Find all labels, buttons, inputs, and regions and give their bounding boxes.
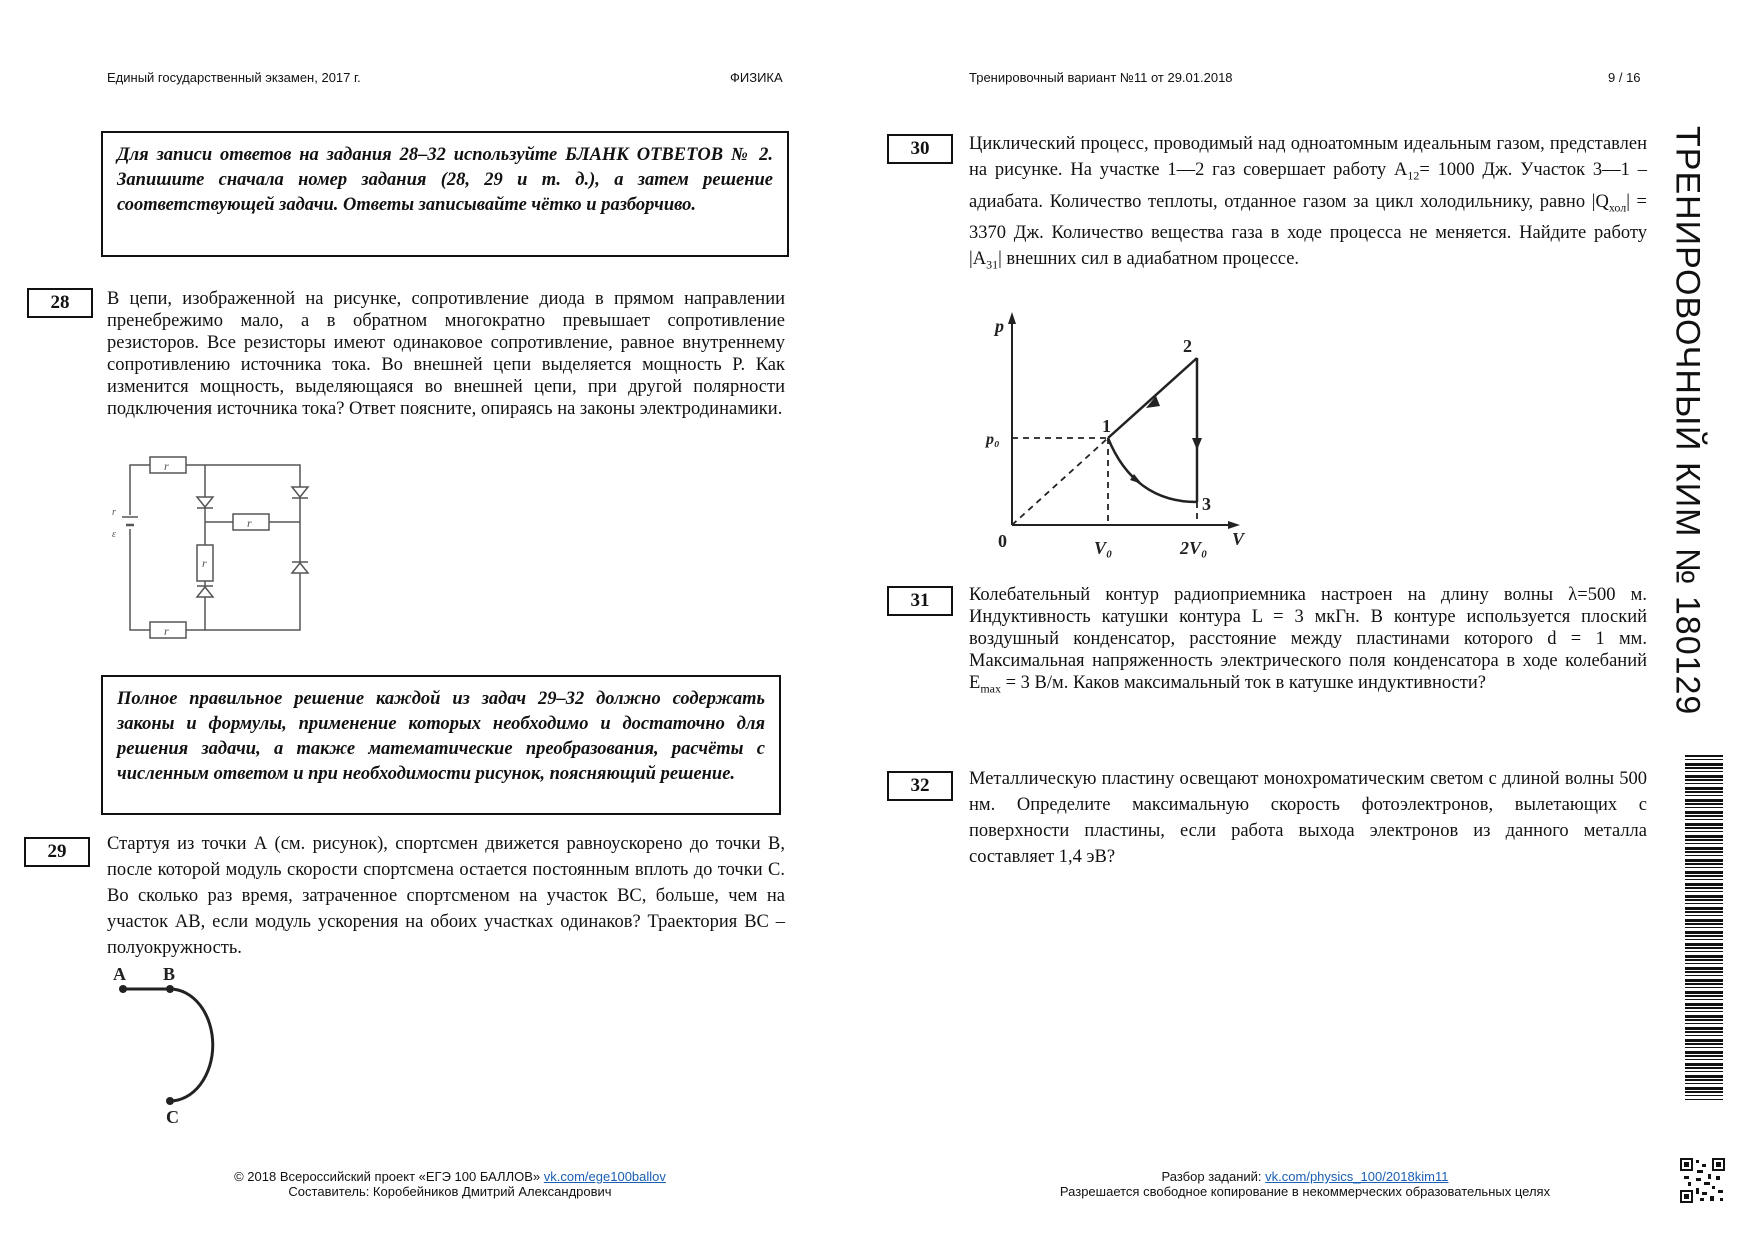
label-b: B [163, 964, 176, 984]
label-r-vertical: r [202, 556, 207, 570]
header-page: 9 / 16 [1608, 70, 1641, 85]
instruction-full-solution: Полное правильное решение каждой из задач 29–32 должно содержать законы и формулы, применение которых необходимо и достаточно для решения задачи, а также математические преобразования, расчёты с численным ответом и при необходимости рисунок, поясняющий решение. [101, 675, 781, 815]
label-c: C [166, 1107, 179, 1127]
label-source-e: ε [112, 529, 116, 540]
label-p0: p₀ [986, 431, 1000, 448]
point-1-label: 1 [1102, 416, 1111, 436]
label-r-top: r [164, 459, 169, 473]
label-2v0: 2V₀ [1180, 538, 1208, 558]
circuit-diagram [110, 455, 320, 640]
diode-2 [197, 587, 213, 597]
point-3-label: 3 [1202, 494, 1211, 514]
footer-left: © 2018 Всероссийский проект «ЕГЭ 100 БАЛЛОВ» vk.com/ege100ballov Составитель: Коробейников Дмитрий Александрович [234, 1169, 666, 1199]
axis-p-label: p [995, 316, 1004, 336]
label-a: A [113, 964, 126, 984]
axis-v-label: V [1232, 529, 1245, 549]
label-source-r: r [112, 507, 116, 518]
point-a [119, 985, 127, 993]
qr-code [1680, 1158, 1725, 1203]
copyright-link[interactable]: vk.com/ege100ballov [543, 1169, 666, 1184]
label-r-middle: r [247, 516, 252, 530]
task-number-31: 31 [887, 586, 953, 616]
task-number-32: 32 [887, 771, 953, 801]
task-30-text: Циклический процесс, проводимый над одноатомным идеальным газом, представлен на рисунке. На участке 1—2 газ совершает работу $A_{12}= 1000$ Дж. Участок 3—1 – адиабата. Количество теплоты, отданное газом за цикл холодильнику, равно $|Q_{хол}| = 3370$ Дж. Количество вещества газа в ходе процесса не меняется. Найдите работу $|A_{31}|$ внешних сил в адиабатном процессе. [969, 134, 1647, 273]
header-variant: Тренировочный вариант №11 от 29.01.2018 [969, 70, 1233, 85]
pv-diagram [980, 310, 1250, 560]
task-32-text: Металлическую пластину освещают монохроматическим светом с длиной волны 500 нм. Определите максимальную скорость фотоэлектронов, вылетающих с поверхности пластины, если работа выхода электронов из данного металла составляет 1,4 эВ? [969, 769, 1647, 867]
analysis-link[interactable]: vk.com/physics_100/2018kim11 [1265, 1169, 1449, 1184]
diode-1 [197, 497, 213, 507]
task-31-text: Колебательный контур радиоприемника настроен на длину волны λ=500 м. Индуктивность катушки контура L = 3 мкГн. В контуре используется плоский воздушный конденсатор, расстояние между пластинами которого d = 1 мм. Максимальная напряженность электрического поля конденсатора в ходе колебаний $E_{max} = 3$ В/м. Каков максимальный ток в катушке индуктивности? [969, 585, 1647, 696]
task-number-30: 30 [887, 134, 953, 164]
label-origin: 0 [998, 531, 1007, 551]
label-r-bottom: r [164, 624, 169, 638]
task-number-28: 28 [27, 288, 93, 318]
side-title: ТРЕНИРОВОЧНЫЙ КИМ № 180129 [1668, 126, 1707, 716]
point-b [166, 985, 174, 993]
point-2-label: 2 [1183, 336, 1192, 356]
diode-3 [292, 487, 308, 497]
task-number-29: 29 [24, 837, 90, 867]
header-subject: ФИЗИКА [730, 70, 783, 85]
header-exam: Единый государственный экзамен, 2017 г. [107, 70, 361, 85]
process-3-1 [1108, 438, 1197, 502]
diode-4 [292, 563, 308, 573]
trajectory-diagram [105, 960, 245, 1130]
task-28-text: В цепи, изображенной на рисунке, сопротивление диода в прямом направлении пренебрежимо мало, а в обратном многократно превышает сопротивление резисторов. Все резисторы имеют одинаковое сопротивление, равное внутреннему сопротивлению источника тока. Во внешней цепи выделяется мощность P. Как изменится мощность, выделяющаяся во внешней цепи, при другой полярности подключения источника тока? Ответ поясните, опираясь на законы электродинамики. [107, 289, 785, 419]
point-c [166, 1097, 174, 1105]
label-v0: V₀ [1094, 538, 1113, 558]
footer-right: Разбор заданий: vk.com/physics_100/2018kim11 Разрешается свободное копирование в некоммерческих образовательных целях [1059, 1169, 1551, 1199]
task-29-text: Стартуя из точки А (см. рисунок), спортсмен движется равноускорено до точки В, после которой модуль скорости спортсмена остается постоянным вплоть до точки С. Во сколько раз время, затраченное спортсменом на участок ВС, больше, чем на участок АВ, если модуль ускорения на обоих участках одинаков? Траектория ВС – полуокружность. [107, 834, 785, 958]
instruction-answer-form: Для записи ответов на задания 28–32 используйте БЛАНК ОТВЕТОВ № 2. Запишите сначала номер задания (28, 29 и т. д.), а затем решение соответствующей задачи. Ответы записывайте чётко и разборчиво. [101, 131, 789, 257]
barcode [1685, 755, 1723, 1100]
process-1-2 [1108, 358, 1197, 438]
